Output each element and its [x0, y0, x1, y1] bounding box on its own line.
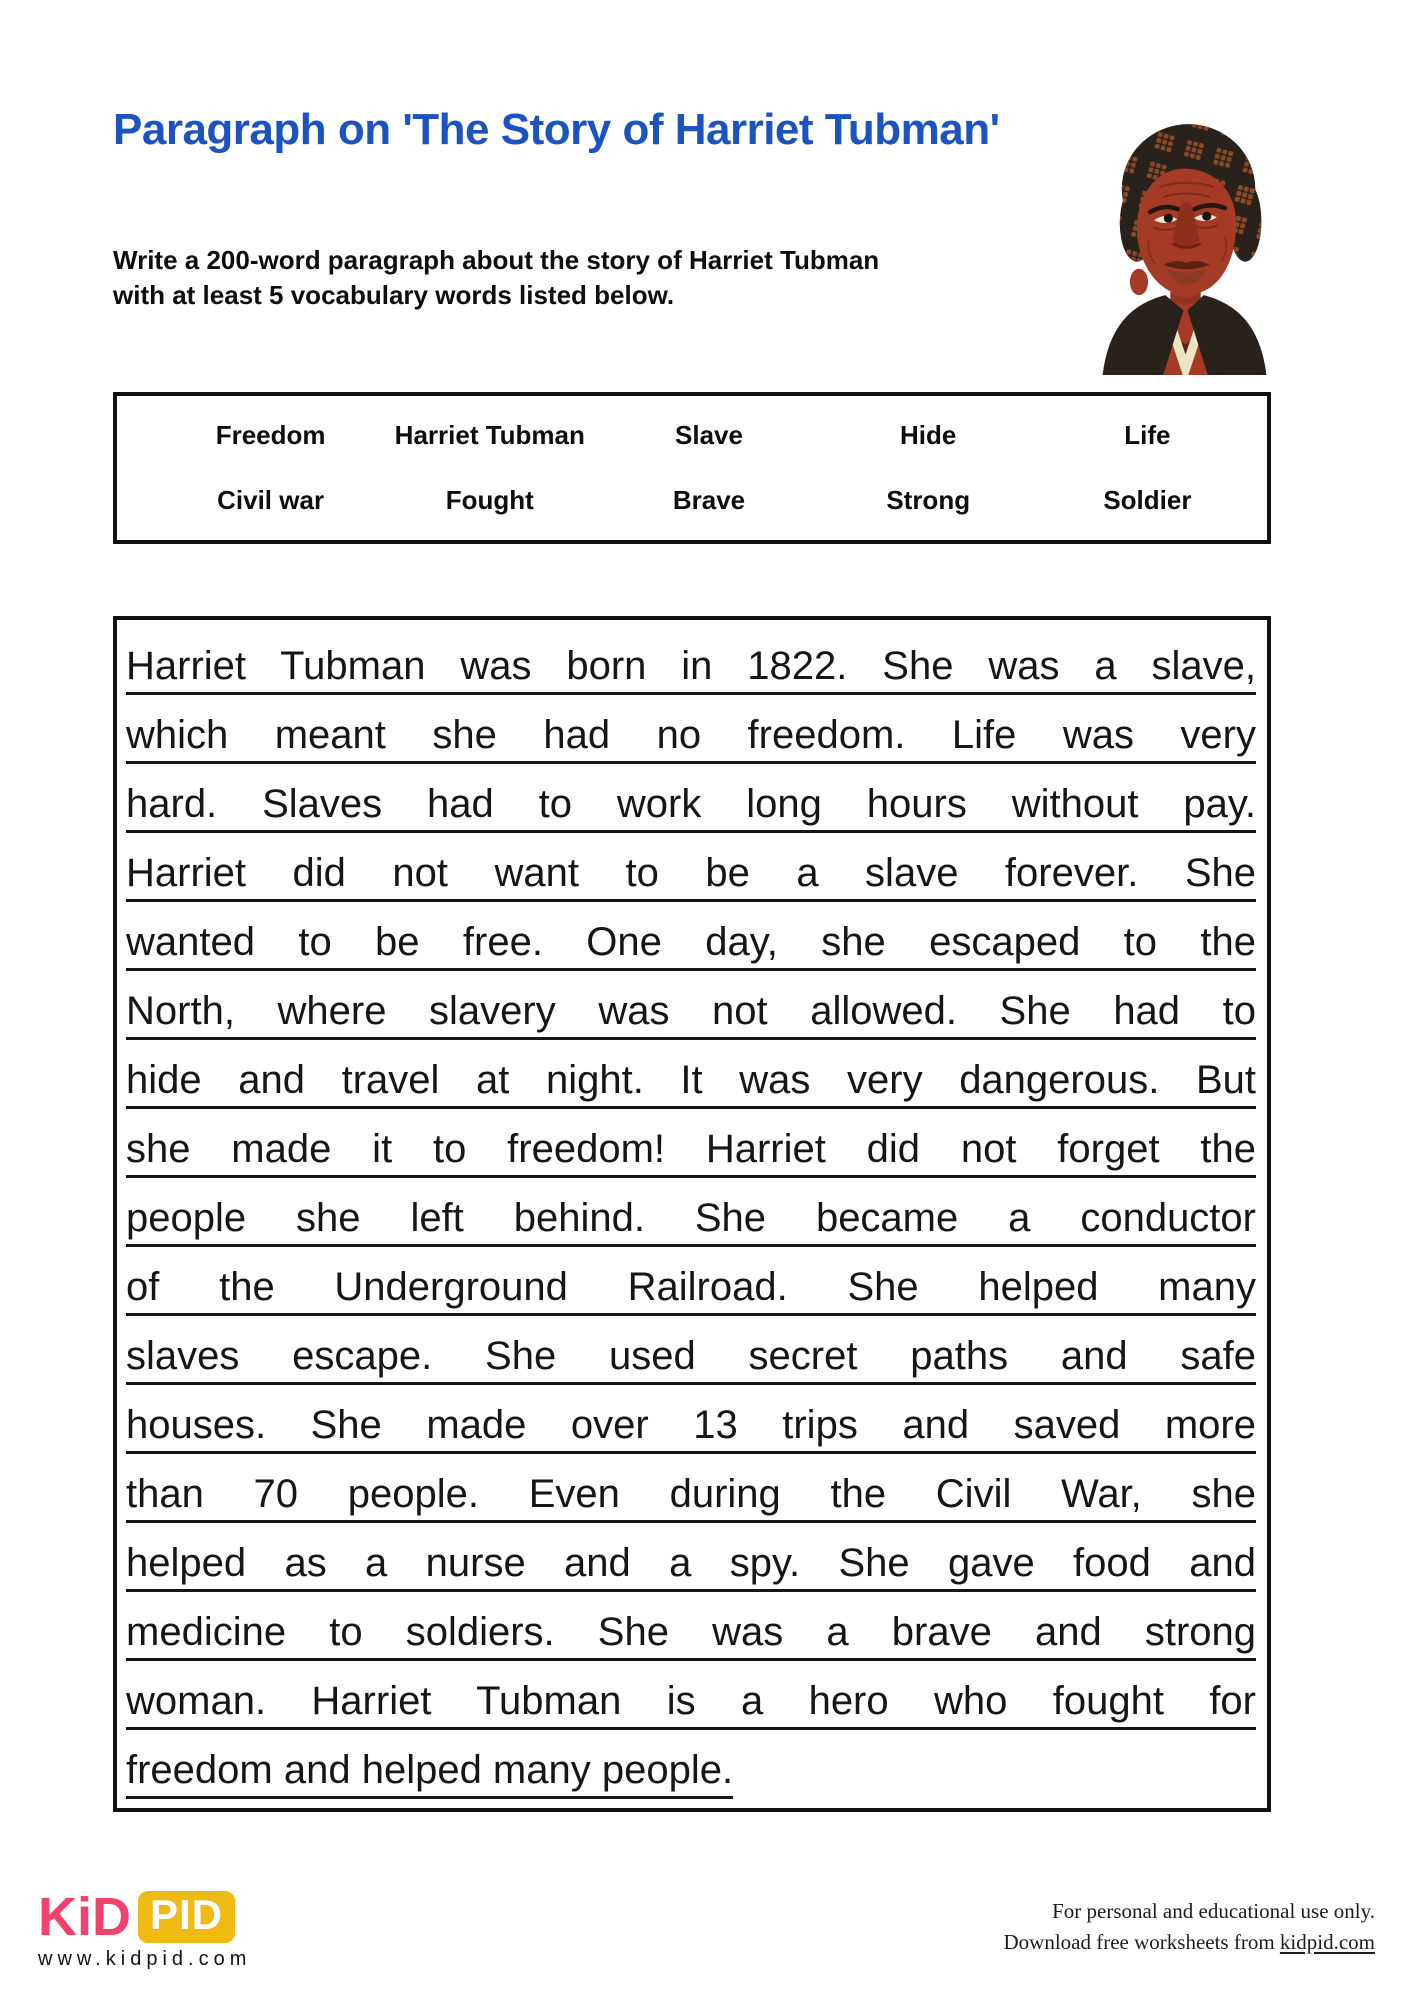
vocabulary-row-2 [161, 483, 1257, 517]
paragraph-line: people she left behind. She became a conductor [126, 1196, 1256, 1240]
page-title: Paragraph on 'The Story of Harriet Tubman' [113, 105, 1000, 154]
vocabulary-word: Life [1124, 419, 1171, 450]
kidpid-link[interactable]: kidpid.com [1279, 1930, 1375, 1954]
website-url: www.kidpid.com [38, 1948, 252, 1970]
harriet-tubman-portrait-icon [1095, 110, 1273, 375]
paragraph-line: she made it to freedom! Harriet did not forget the [126, 1127, 1256, 1171]
vocabulary-row-1 [161, 418, 1257, 452]
vocabulary-word: Harriet Tubman [394, 419, 585, 450]
vocabulary-word: Hide [900, 419, 957, 450]
vocabulary-word: Civil war [217, 484, 325, 515]
usage-note [1004, 1896, 1376, 1958]
kidpid-logo [38, 1886, 235, 1948]
paragraph-line: which meant she had no freedom. Life was very [126, 713, 1256, 757]
paragraph-line: woman. Harriet Tubman is a hero who fought for [126, 1679, 1256, 1723]
instructions-text: Write a 200-word paragraph about the story of Harriet Tubman with at least 5 vocabulary words listed below. [113, 245, 880, 310]
usage-note-line: For personal and educational use only. [1052, 1899, 1375, 1923]
vocabulary-word: Brave [672, 484, 746, 515]
download-note-text: Download free worksheets from [1003, 1930, 1275, 1954]
harriet-tubman-portrait [1095, 110, 1273, 375]
paragraph-line: hide and travel at night. It was very dangerous. But [126, 1058, 1256, 1102]
paragraph-line: hard. Slaves had to work long hours without pay. [126, 782, 1256, 826]
paragraph-writing-box [113, 616, 1271, 1812]
paragraph-line: helped as a nurse and a spy. She gave food and [126, 1541, 1256, 1585]
paragraph-line: medicine to soldiers. She was a brave and strong [126, 1610, 1256, 1654]
paragraph-line: Harriet did not want to be a slave forever. She [126, 851, 1256, 895]
download-note-line [1004, 1927, 1376, 1958]
paragraph-line: Harriet Tubman was born in 1822. She was a slave, [126, 644, 1256, 688]
paragraph-line: freedom and helped many people. [126, 1748, 734, 1792]
vocabulary-box [113, 392, 1271, 544]
paragraph-line: slaves escape. She used secret paths and safe [126, 1334, 1256, 1378]
paragraph-line: of the Underground Railroad. She helped many [126, 1265, 1256, 1309]
vocabulary-word: Freedom [215, 419, 326, 450]
vocabulary-word: Fought [445, 484, 534, 515]
vocabulary-word: Strong [886, 484, 971, 515]
logo-pid-badge: PID [138, 1891, 235, 1943]
paragraph-line: houses. She made over 13 trips and saved more [126, 1403, 1256, 1447]
vocabulary-word: Soldier [1103, 484, 1192, 515]
paragraph-line: than 70 people. Even during the Civil War, she [126, 1472, 1256, 1516]
paragraph-line: North, where slavery was not allowed. She had to [126, 989, 1256, 1033]
paragraph-line: wanted to be free. One day, she escaped to the [126, 920, 1256, 964]
vocabulary-word: Slave [675, 419, 743, 450]
logo-kid-text: KiD [38, 1887, 131, 1947]
